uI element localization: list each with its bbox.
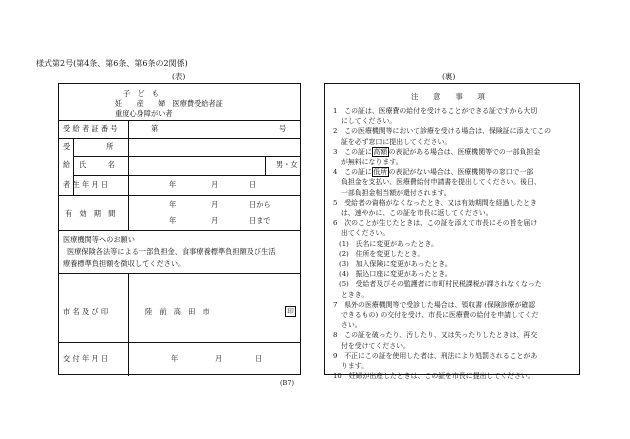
note-line: できるもの) の交付を受け、市長に医療費の給付を申請してくだ <box>341 311 539 320</box>
note-line: (2) 住所を変更したとき。 <box>339 249 425 258</box>
issue-year: 年 <box>171 354 179 363</box>
birth-month: 月 <box>211 180 219 189</box>
note-line: 2 この医療機関等において診療を受ける場合は、保険証に添えてこの <box>333 127 551 136</box>
note-line: 9 不正にこの証を使用した者は、刑法により処罰されることがあ <box>333 351 538 360</box>
note-line: 10 妊婦が出産したときは、この証を市長に提出してください。 <box>333 372 535 381</box>
note-line: 1 この証は、医療費の給付を受けることができる証ですから大切 <box>333 107 538 115</box>
boxed-mark: 高額 <box>373 147 388 156</box>
note-line: 出てください。 <box>341 229 390 238</box>
note-line: (1) 氏名に変更があったとき。 <box>339 239 438 248</box>
note-line: (4) 振込口座に変更があったとき。 <box>339 270 452 279</box>
period-from-year: 年 <box>169 200 177 209</box>
period-to-day: 日まで <box>249 216 271 225</box>
note-line: 負担金を支払い、医療費給付申請書を提出してください。後日、 <box>341 178 541 187</box>
boxed-mark: 低所 <box>373 168 388 177</box>
period-to-year: 年 <box>169 216 177 225</box>
back-side-label: (裏) <box>442 72 456 81</box>
front-certificate-card <box>58 83 301 375</box>
note-line: 7 県外の医療機関等で受診した場合は、領収書 (保険診療が確認 <box>333 300 536 309</box>
request-line-2: 療養標準負担額を徴収してください。 <box>63 259 186 268</box>
city-name: 陸 前 高 田 市 <box>145 307 210 316</box>
number-prefix: 第 <box>151 124 159 133</box>
title-main: 妊 産 婦 医療費受給者証 <box>115 99 223 108</box>
note-line: 証を必ず窓口に提出してください。 <box>341 137 452 146</box>
request-line-1: 医療保険各法等による一部負担金、食事療養標準負担額及び生活 <box>67 247 276 256</box>
birth-date-label: 者 生 年 月 日 <box>63 180 109 189</box>
note-line: 4 この証に 低所 の表記がない場合は、医療機関等の窓口で一部 <box>333 168 534 177</box>
note-line: 8 この証を破ったり、汚したり、又は失ったりしたときは、再交 <box>333 331 538 340</box>
back-notes-card <box>324 83 580 381</box>
note-line: が無料になります。 <box>341 158 403 167</box>
issue-date-label: 交 付 年 月 日 <box>63 354 109 363</box>
note-line: ときき。 <box>341 290 369 299</box>
gender-field: 男・女 <box>276 160 298 169</box>
issue-month: 月 <box>215 354 223 363</box>
page-code: (B7) <box>280 379 294 387</box>
note-line: さい。 <box>341 321 362 330</box>
issue-day: 日 <box>255 354 263 363</box>
address-label: 受 所 <box>63 142 114 151</box>
city-seal-label: 市 名 及 び 印 <box>63 307 109 316</box>
birth-day: 日 <box>249 180 257 189</box>
number-suffix: 号 <box>279 124 287 133</box>
official-seal-box: 印 <box>285 306 296 317</box>
period-from-month: 月 <box>211 200 219 209</box>
form-number-label: 様式第2号(第4条、第6条、第6条の2関係) <box>36 59 188 68</box>
note-line: 付を受けてください。 <box>341 341 410 350</box>
title-disabled: 重度心身障がい者 <box>115 109 173 118</box>
note-line: 3 この証に 高額 の表記がある場合は、医療機関等での一部負担金 <box>333 147 541 156</box>
front-side-label: (表) <box>172 72 186 81</box>
note-line: (3) 加入保険に変更があったとき。 <box>339 260 452 269</box>
note-line: ります。 <box>341 362 369 371</box>
title-children: 子 ど も <box>123 89 159 98</box>
request-title: 医療機関等へのお願い <box>63 235 135 244</box>
certificate-number-label: 受 給 者 証 番 号 <box>63 124 118 133</box>
notes-list <box>333 106 573 381</box>
period-from-day: 日から <box>249 200 271 209</box>
recipient-label-char: 給 <box>63 160 71 169</box>
notes-heading: 注 意 事 項 <box>411 92 485 101</box>
note-line: 一部負担金相当額が還付されます。 <box>341 188 451 197</box>
period-to-month: 月 <box>211 216 219 225</box>
note-line: (5) 受給者及びその監護者に市町村民税課税が課されなくなった <box>339 280 542 289</box>
name-label: 氏 名 <box>79 160 115 169</box>
note-line: 6 次のことが生じたときは、この証を添えて市長にその旨を届け <box>333 219 538 228</box>
birth-year: 年 <box>169 180 177 189</box>
note-line: は、速やかに、この証を市長に返してください。 <box>341 209 493 218</box>
valid-period-label: 有 効 期 間 <box>65 209 116 218</box>
note-line: 5 受給者の資格がなくなったとき、又は有効期間を経過したとき <box>333 198 537 207</box>
note-line: にしてください。 <box>341 117 397 126</box>
